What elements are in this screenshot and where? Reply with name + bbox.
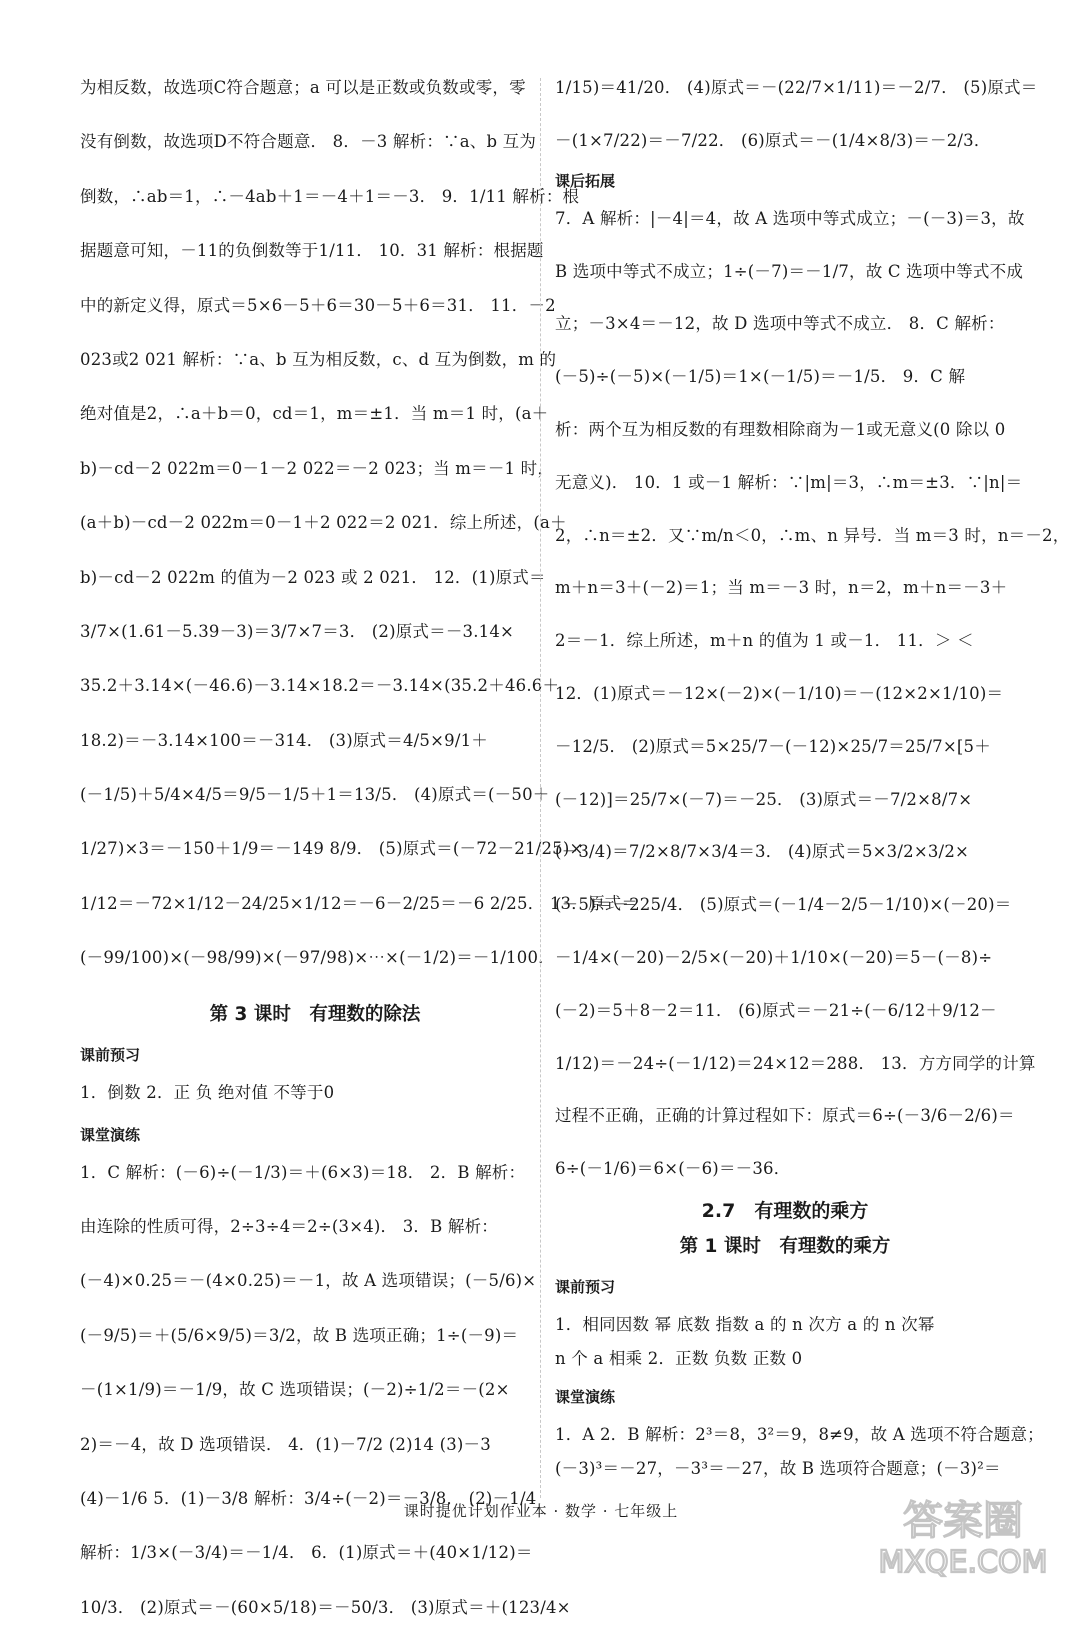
column-divider xyxy=(540,78,541,1498)
text-line: －1/4×(－20)－2/5×(－20)＋1/10×(－20)＝5－(－8)÷ xyxy=(555,947,993,967)
text-line: 1．A 2．B 解析：2³＝8，3²＝9，8≠9，故 A 选项不符合题意； xyxy=(555,1425,1044,1445)
text-line: 12．(1)原式＝－12×(－2)×(－1/10)＝－(12×2×1/10)＝ xyxy=(555,683,1004,703)
text-line: (－4)×0.25＝－(4×0.25)＝－1，故 A 选项错误；(－5/6)× xyxy=(80,1271,537,1291)
text-line: 为相反数，故选项C符合题意；a 可以是正数或负数或零，零 xyxy=(80,78,526,97)
text-line: 35.2＋3.14×(－46.6)－3.14×18.2＝－3.14×(35.2＋46.6＋ xyxy=(80,676,560,696)
text-line: (4)－1/6 5．(1)－3/8 解析：3/4÷(－2)＝－3/8． (2)－1/4 xyxy=(80,1488,537,1508)
section-label-classwork: 课堂演练 xyxy=(80,1125,141,1144)
text-line: 中的新定义得，原式＝5×6－5＋6＝30－5＋6＝31． 11．－2 xyxy=(80,295,556,315)
text-line: 1．C 解析：(－6)÷(－1/3)＝＋(6×3)＝18． 2．B 解析： xyxy=(80,1162,526,1182)
text-line: (－1/5)＋5/4×4/5＝9/5－1/5＋1＝13/5． (4)原式＝(－50＋ xyxy=(80,785,550,805)
text-line: 3/7×(1.61－5.39－3)＝3/7×7＝3． (2)原式＝－3.14× xyxy=(80,621,515,641)
watermark-logo xyxy=(868,1490,1058,1582)
text-line: 18.2)＝－3.14×100＝－314． (3)原式＝4/5×9/1＋ xyxy=(80,730,488,750)
text-line: 1/12＝－72×1/12－24/25×1/12＝－6－2/25＝－6 2/25． 13．原式＝ xyxy=(80,893,639,913)
section-label-preview: 课前预习 xyxy=(555,1278,616,1297)
text-line: 7．A 解析：|－4|＝4，故 A 选项中等式成立；－(－3)＝3，故 xyxy=(555,208,1025,228)
text-line: 倒数，∴ab＝1，∴－4ab＋1＝－4＋1＝－3． 9．1/11 解析：根 xyxy=(80,186,580,206)
text-line: (－3)³＝－27，－3³＝－27，故 B 选项符合题意；(－3)²＝ xyxy=(555,1459,1001,1479)
right-column xyxy=(555,78,1070,1512)
text-line: 1．相同因数 幂 底数 指数 a 的 n 次方 a 的 n 次幂 xyxy=(555,1315,935,1335)
right-lines-c xyxy=(555,1315,1015,1369)
chapter-title: 2.7 有理数的乘方 xyxy=(701,1200,869,1223)
text-line: (－3/4)＝7/2×8/7×3/4＝3． (4)原式＝5×3/2×3/2× xyxy=(555,842,970,862)
text-line: 解析：1/3×(－3/4)＝－1/4． 6．(1)原式＝＋(40×1/12)＝ xyxy=(80,1543,533,1563)
text-line: (－5)＝－225/4． (5)原式＝(－1/4－2/5－1/10)×(－20)＝ xyxy=(555,895,1012,915)
text-line: m＋n＝3＋(－2)＝1；当 m＝－3 时，n＝2，m＋n＝－3＋ xyxy=(555,578,1008,598)
text-line: 1/12)＝－24÷(－1/12)＝24×12＝288． 13．方方同学的计算 xyxy=(555,1053,1036,1073)
text-line: b)－cd－2 022m 的值为－2 023 或 2 021． 12．(1)原式＝ xyxy=(80,567,546,587)
text-line: 2＝－1．综上所述，m＋n 的值为 1 或－1． 11．＞ ＜ xyxy=(555,631,974,651)
text-line: (－2)＝5＋8－2＝11． (6)原式＝－21÷(－6/12＋9/12－ xyxy=(555,1000,997,1020)
text-line: 6÷(－1/6)＝6×(－6)＝－36． xyxy=(555,1159,791,1179)
text-line: (a＋b)－cd－2 022m＝0－1＋2 022＝2 021．综上所述，(a＋ xyxy=(80,513,567,533)
text-line: 没有倒数，故选项D不符合题意． 8．－3 解析：∵a、b 互为 xyxy=(80,132,537,152)
text-line: －(1×1/9)＝－1/9，故 C 选项错误；(－2)÷1/2＝－(2× xyxy=(80,1380,510,1400)
watermark-logo-bottom: MXQE.COM xyxy=(878,1545,1048,1580)
lesson-title: 第 3 课时 有理数的除法 xyxy=(209,1003,421,1025)
left-lines-b xyxy=(80,1162,571,1618)
text-line: 1/27)×3＝－150＋1/9＝－149 8/9． (5)原式＝(－72－21/25)× xyxy=(80,839,584,859)
text-line: (－5)÷(－5)×(－1/5)＝1×(－1/5)＝－1/5． 9．C 解 xyxy=(555,367,966,387)
watermark-logo-top: 答案圈 xyxy=(903,1498,1023,1544)
text-line: 10/3． (2)原式＝－(60×5/18)＝－50/3． (3)原式＝＋(123/4× xyxy=(80,1597,571,1617)
text-line: －12/5． (2)原式＝5×25/7－(－12)×25/7＝25/7×[5＋ xyxy=(555,736,991,756)
section-label-after-class: 课后拓展 xyxy=(555,171,616,190)
section-label-preview: 课前预习 xyxy=(80,1045,141,1064)
text-line: 2，∴n＝±2．又∵m/n＜0，∴m、n 异号．当 m＝3 时，n＝－2， xyxy=(555,525,1070,545)
text-line: 析：两个互为相反数的有理数相除商为－1或无意义(0 除以 0 xyxy=(555,419,1006,439)
text-line: B 选项中等式不成立；1÷(－7)＝－1/7，故 C 选项中等式不成 xyxy=(555,261,1024,281)
text-line: －(1×7/22)＝－7/22． (6)原式＝－(1/4×8/3)＝－2/3． xyxy=(555,130,991,150)
text-line: 过程不正确，正确的计算过程如下：原式＝6÷(－3/6－2/6)＝ xyxy=(555,1106,1015,1126)
right-lines-b xyxy=(555,208,1070,1179)
text-line: 2)＝－4，故 D 选项错误． 4．(1)－7/2 (2)14 (3)－3 xyxy=(80,1434,491,1454)
lesson-title: 第 1 课时 有理数的乘方 xyxy=(679,1236,891,1258)
text-line: (－12)]＝25/7×(－7)＝－25． (3)原式＝－7/2×8/7× xyxy=(555,789,973,809)
text-line: n 个 a 相乘 2．正数 负数 正数 0 xyxy=(555,1349,803,1369)
text-line: 据题意可知，－11的负倒数等于1/11． 10．31 解析：根据题 xyxy=(80,241,544,261)
page-footer: 课时提优计划作业本 · 数学 · 七年级上 xyxy=(403,1502,679,1520)
text-line: 1．倒数 2．正 负 绝对值 不等于0 xyxy=(80,1082,335,1102)
text-line: 无意义)． 10．1 或－1 解析：∵|m|＝3，∴m＝±3．∵|n|＝ xyxy=(555,472,1023,492)
text-line: 由连除的性质可得，2÷3÷4＝2÷(3×4)． 3．B 解析： xyxy=(80,1217,498,1237)
section-label-classwork: 课堂演练 xyxy=(555,1388,616,1407)
right-lines-d xyxy=(555,1425,1044,1479)
text-line: 立；－3×4＝－12，故 D 选项中等式不成立． 8．C 解析： xyxy=(555,314,1005,334)
right-lines-a xyxy=(555,78,1038,151)
text-line: 1/15)＝41/20． (4)原式＝－(22/7×1/11)＝－2/7． (5)原式＝ xyxy=(555,78,1038,97)
text-line: 023或2 021 解析：∵a、b 互为相反数，c、d 互为倒数，m 的 xyxy=(80,349,557,369)
text-line: 绝对值是2，∴a＋b＝0，cd＝1，m＝±1．当 m＝1 时，(a＋ xyxy=(80,404,549,424)
text-line: (－99/100)×(－98/99)×(－97/98)×⋯×(－1/2)＝－1/100． xyxy=(80,948,555,968)
text-line: b)－cd－2 022m＝0－1－2 022＝－2 023；当 m＝－1 时， xyxy=(80,458,555,478)
text-line: (－9/5)＝＋(5/6×9/5)＝3/2，故 B 选项正确；1÷(－9)＝ xyxy=(80,1325,519,1345)
